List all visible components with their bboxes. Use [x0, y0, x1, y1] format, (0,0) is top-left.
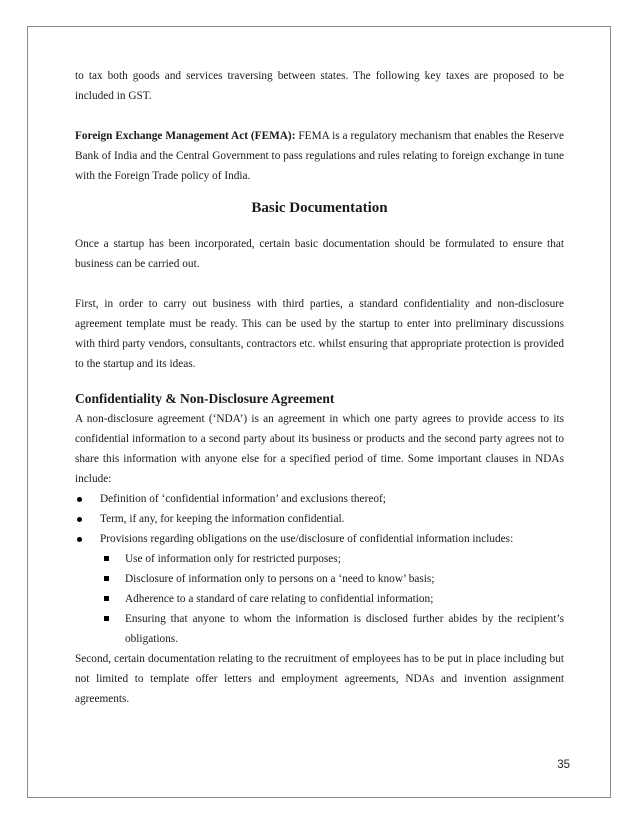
list-item: Term, if any, for keeping the information confidential.: [75, 509, 564, 529]
sub-list-item: Disclosure of information only to persons on a ‘need to know’ basis;: [100, 569, 564, 589]
page-content: [75, 66, 564, 709]
sub-list-item: Adherence to a standard of care relating to confidential information;: [100, 589, 564, 609]
confidentiality-heading: Confidentiality & Non-Disclosure Agreement: [75, 391, 335, 406]
list-item: [75, 529, 564, 649]
obligation-sub-list: [100, 549, 564, 649]
list-item-text: Provisions regarding obligations on the use/disclosure of confidential information includes:: [100, 533, 514, 545]
list-item: Definition of ‘confidential information’ and exclusions thereof;: [75, 489, 564, 509]
fema-text: FEMA is a regulatory mechanism that enables the Reserve Bank of India and the Central Government to pass regulations and rules relating to foreign exchange in tune with the Foreign Trade policy of India.: [75, 130, 564, 182]
nda-clause-list: [75, 489, 564, 649]
basic-doc-intro: Once a startup has been incorporated, certain basic documentation should be formulated to ensure that business can be carried out.: [75, 238, 564, 270]
gst-paragraph: to tax both goods and services traversing between states. The following key taxes are proposed to be included in GST.: [75, 70, 564, 102]
basic-documentation-heading: Basic Documentation: [251, 200, 388, 216]
fema-paragraph: [75, 126, 564, 186]
page-number: 35: [557, 759, 570, 771]
fema-label: Foreign Exchange Management Act (FEMA):: [75, 130, 296, 142]
nda-intro: A non-disclosure agreement (‘NDA’) is an agreement in which one party agrees to provide access to its confidential information to a second party about its business or products and the second party agrees not to share this information with anyone else for a specified period of time. Some important clauses in NDAs include:: [75, 413, 564, 485]
second-paragraph: Second, certain documentation relating to the recruitment of employees has to be put in place including but not limited to template offer letters and employment agreements, NDAs and invention assignment agreements.: [75, 653, 564, 705]
sub-list-item: Use of information only for restricted purposes;: [100, 549, 564, 569]
sub-list-item: Ensuring that anyone to whom the information is disclosed further abides by the recipient’s obligations.: [100, 609, 564, 649]
basic-doc-first: First, in order to carry out business with third parties, a standard confidentiality and non-disclosure agreement template must be ready. This can be used by the startup to enter into preliminary discussions with third party vendors, consultants, contractors etc. whilst ensuring that appropriate protection is provided to the startup and its ideas.: [75, 298, 564, 370]
